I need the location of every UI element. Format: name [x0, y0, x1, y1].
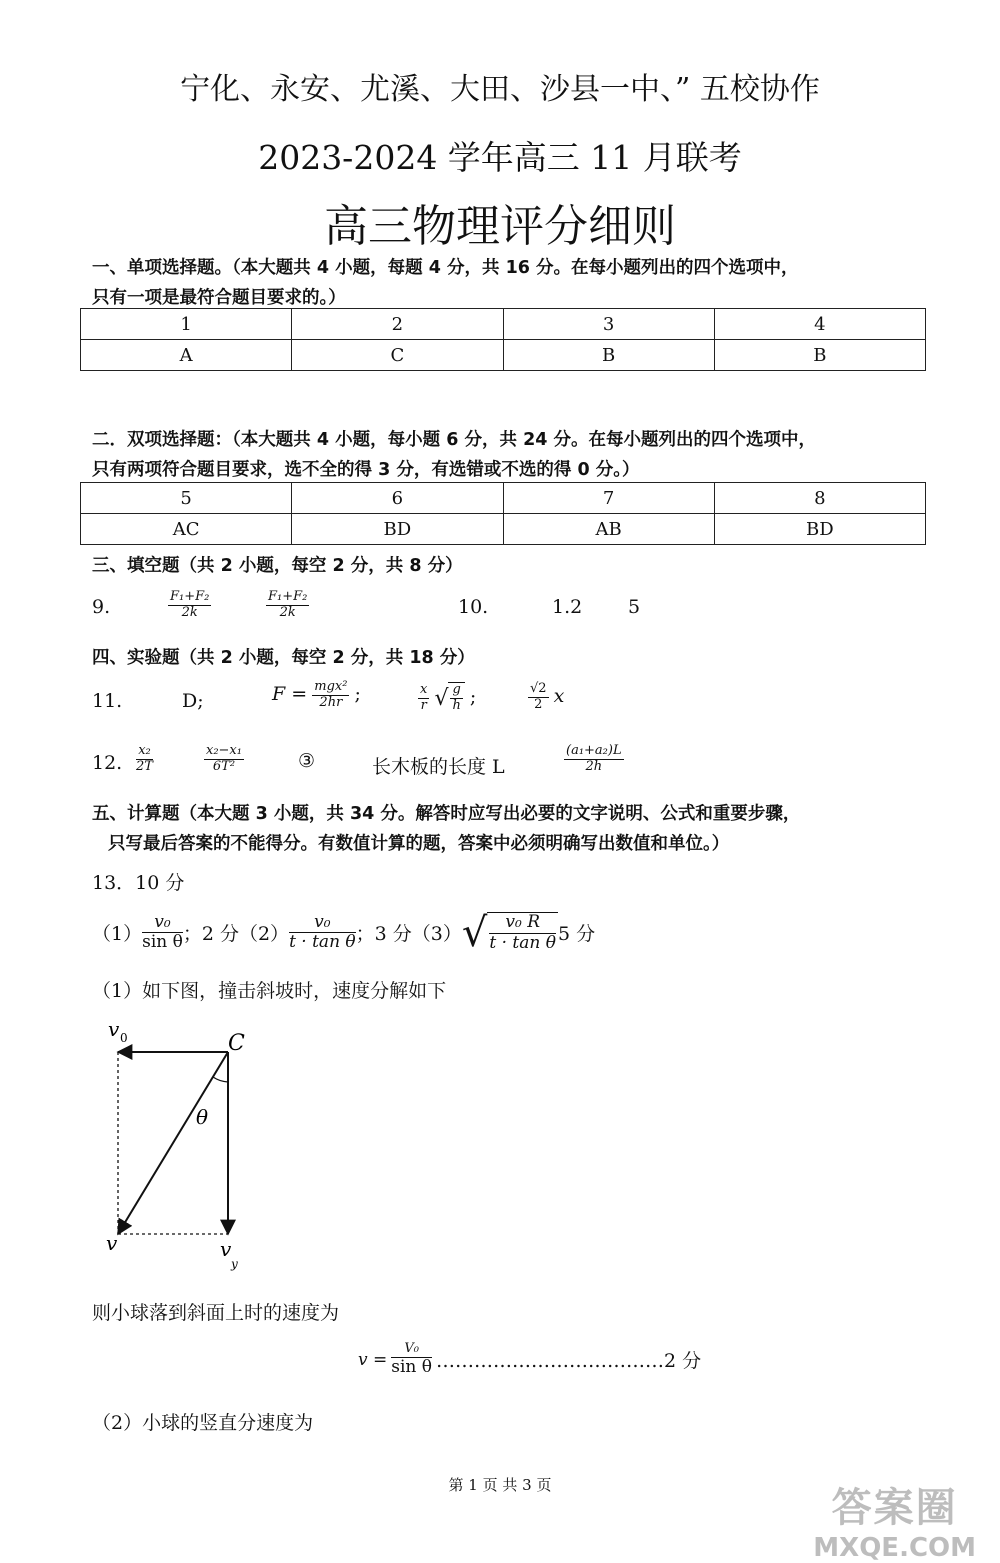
label-v0: v [108, 1017, 120, 1041]
q13-part2-text: （2）小球的竖直分速度为 [92, 1412, 314, 1434]
exam-title: 2023-2024 学年高三 11 月联考 [258, 138, 742, 177]
section5-heading: 五、计算题（本大题 3 小题，共 34 分。解答时应写出必要的文字说明、公式和重要步骤， [92, 804, 801, 824]
q10-label: 10. [458, 596, 489, 618]
q9-answer-1: $\frac{\text{F₁+F₂}}{2k}$ [170, 589, 210, 620]
page-number: 第 1 页 共 3 页 [448, 1476, 552, 1494]
answer-cell: BD [714, 514, 925, 545]
q13-title: 13．10 分 [92, 872, 185, 894]
table-row [81, 309, 926, 340]
section2-heading: 二．双项选择题：（本大题共 4 小题，每小题 6 分，共 24 分。在每小题列出的四个选项中， [92, 430, 817, 450]
section1-heading: 一、单项选择题。（本大题共 4 小题，每题 4 分，共 16 分。在每小题列出的四个选项中， [92, 258, 799, 278]
q12-label: 12. [92, 752, 123, 774]
q12-answer-d: 长木板的长度 L [372, 756, 505, 778]
question-number: 8 [714, 483, 925, 514]
section2-answer-table [80, 482, 926, 545]
q12-answer-b: $\frac{\text{x₂−x₁}}{\text{6T²}}$ [206, 743, 242, 774]
answer-cell: B [714, 340, 925, 371]
q12-answer-a: $\frac{\text{x₂}}{2T}$ [136, 743, 153, 774]
label-v0-sub: 0 [120, 1031, 128, 1045]
school-collab-title: 宁化、永安、尤溪、大田、沙县一中、” 五校协作 [180, 72, 820, 107]
section2-heading-cont: 只有两项符合题目要求，选不全的得 3 分，有选错或不选的得 0 分。） [92, 460, 640, 480]
table-row [81, 514, 926, 545]
watermark-url: MXQE.COM [813, 1533, 976, 1563]
question-number: 5 [81, 483, 292, 514]
q12-answer-e: $\frac{\text{(a₁+a₂)L}}{2h}$ [566, 743, 622, 774]
section1-answer-table [80, 308, 926, 371]
label-c: C [228, 1031, 245, 1056]
theta-arc [213, 1077, 228, 1082]
answer-cell: BD [292, 514, 503, 545]
question-number: 4 [714, 309, 925, 340]
q13-velocity-equation: v = $\frac{\text{V₀}}{\text{sin θ}}$ ………………………………2 分 [358, 1341, 702, 1377]
section3-heading: 三、填空题（共 2 小题，每空 2 分，共 8 分） [92, 556, 463, 576]
section4-heading: 四、实验题（共 2 小题，每空 2 分，共 18 分） [92, 648, 475, 668]
label-theta: θ [196, 1105, 209, 1129]
q10-answer-2: 5 [628, 596, 641, 618]
section5-heading-cont: 只写最后答案的不能得分。有数值计算的题，答案中必须明确写出数值和单位。） [108, 834, 730, 854]
q10-answer-1: 1.2 [552, 596, 583, 618]
v-arrow [118, 1052, 228, 1234]
q11-answer-c: $\frac{x}{r}$ √ $\frac{g}{h}$ ; [420, 682, 477, 713]
question-number: 3 [503, 309, 714, 340]
velocity-decomposition-diagram [100, 1012, 270, 1282]
q13-answers: （1） $\frac{\text{v₀}}{\text{sin θ}}$ ；2 分（2） $\frac{\text{v₀}}{\text{t · tan θ}}$ ；3 分（3） √ $\frac{\text{v₀ R}}{\text{t · tan θ}}$ 5 分 [92, 909, 596, 956]
q13-part1-text2: 则小球落到斜面上时的速度为 [92, 1302, 340, 1324]
table-row [81, 483, 926, 514]
question-number: 2 [292, 309, 503, 340]
answer-cell: C [292, 340, 503, 371]
question-number: 6 [292, 483, 503, 514]
label-vy: v [220, 1237, 232, 1261]
section1-heading-cont: 只有一项是最符合题目要求的。） [92, 288, 346, 308]
question-number: 7 [503, 483, 714, 514]
answer-cell: AB [503, 514, 714, 545]
document-title: 高三物理评分细则 [324, 201, 676, 252]
label-v: v [106, 1231, 118, 1255]
q11-answer-a: D; [182, 690, 204, 712]
answer-cell: B [503, 340, 714, 371]
q13-part1-text: （1）如下图，撞击斜坡时，速度分解如下 [92, 980, 447, 1002]
q9-answer-2: $\frac{\text{F₁+F₂}}{2k}$ [268, 589, 308, 620]
question-number: 1 [81, 309, 292, 340]
watermark-text: 答案圈 [831, 1485, 958, 1531]
watermark-logo [813, 1476, 976, 1563]
q9-label: 9. [92, 596, 111, 618]
q11-answer-b: F = $\frac{\text{mgx²}}{2hr}$ ; [272, 679, 361, 710]
q11-label: 11. [92, 690, 123, 712]
q12-answer-c: ③ [298, 750, 316, 772]
answer-cell: AC [81, 514, 292, 545]
table-row [81, 340, 926, 371]
q11-answer-d: $\frac{√2}{2}$ x [530, 681, 565, 712]
label-vy-sub: y [231, 1257, 238, 1271]
answer-cell: A [81, 340, 292, 371]
